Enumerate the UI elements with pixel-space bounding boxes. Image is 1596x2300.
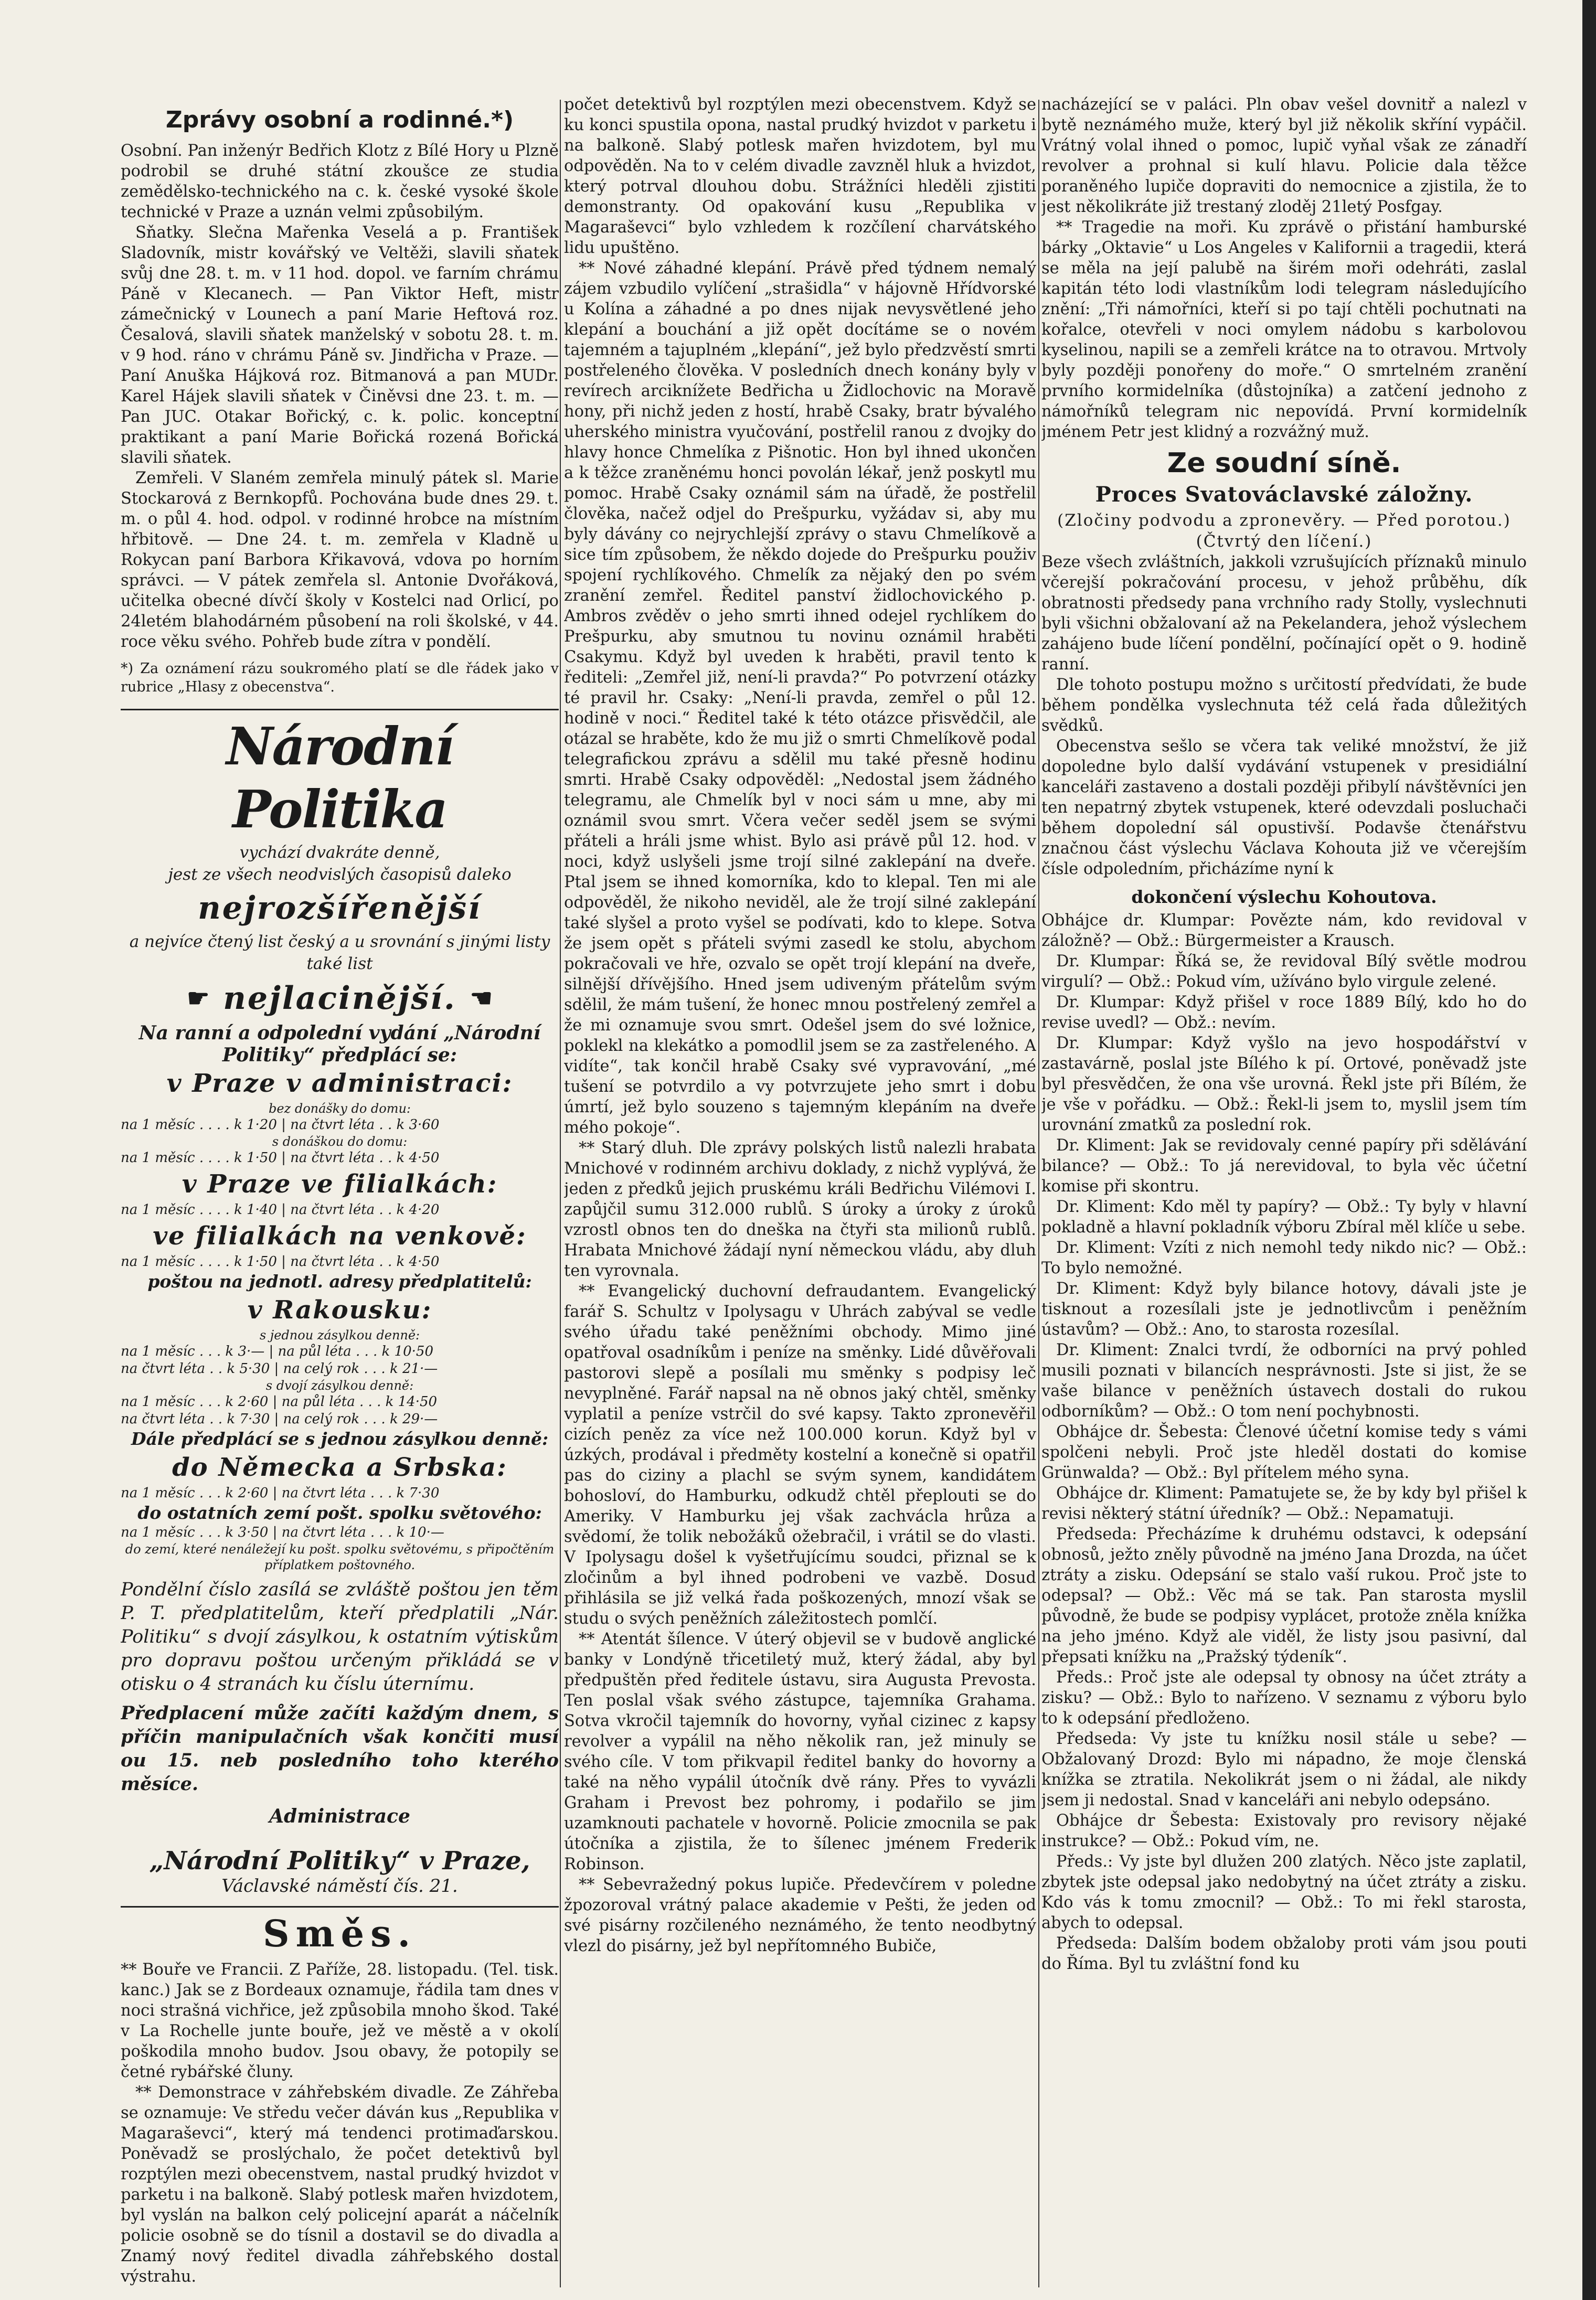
dialogue-line: Obhájce dr. Kliment: Pamatujete se, že by kdy byl přišel k revisi některý státní úředník? — Obž.: Nepamatuji. [1041, 1484, 1527, 1523]
pointing-hand-icon: ☚ [470, 984, 493, 1013]
price-row: na 1 měsíc . . . . k 1·50 | na čtvrt léta . . k 4·50 [121, 1254, 440, 1270]
price-row: na 1 měsíc . . . k 3·— | na půl léta . . . k 10·50 [121, 1344, 433, 1359]
ad-admin-name: „Národní Politiky“ v Praze, [149, 1846, 530, 1876]
price-row: na 1 měsíc . . . k 3·50 | na čtvrt léta . . . k 10·— [121, 1525, 444, 1540]
ad-subhead: ve filialkách na venkově: [153, 1221, 527, 1251]
column-3 [1041, 94, 1527, 2287]
column-2 [564, 94, 1036, 2287]
section-title-personal-news: Zprávy osobní a rodinné.*) [165, 107, 514, 133]
dialogue-line: Předseda: Dalším bodem obžaloby proti vám jsou pouti do Říma. Byl tu zvláštní fond ku [1041, 1934, 1527, 1973]
article-paragraph: ** Nové záhadné klepání. Právě před týdnem nemalý zájem vzbudilo vylíčení „strašidla“ v hájovně Hřídvorské u Kolína a záhadné a po dnes nijak nevysvětlené jeho klepání a bouchání a již opět docítáme se o novém tajemném a tajuplném „klepání“, jež bylo předzvěstí smrti postřeleného člověka. V posledních dnech konány byly v revírech arciknížete Bedřicha u Židlochovic na Moravě hony, při nichž jeden z hostí, hrabě Csaky, bratr bývalého uherského ministra vyučování, postřelil ranou z dvojky do hlavy honce Chmelíka z Pišnotic. Hon byl ihned ukončen a k těžce zraněnému honci povolán lékař, jenž poskytl mu pomoc. Hrabě Csaky oznámil sám na úřadě, že postřelil člověka, načež odjel do Prešpurku, vyžádav si, aby mu byly dávány co nejrychlejší zprávy o stavu Chmelíkově a sice tím způsobem, že někdo dojede do Prešpurku použiv spojení rychlíkového. Chmelík za nějaký den po svém zranění zemřel. Ředitel panství židlochovického p. Ambros zvěděv o jeho smrti ihned odejel rychlíkem do Prešpurku, aby smutnou tu novinu oznámil hraběti Csakymu. Když byl uveden k hraběti, pravil tento k řediteli: „Zemřel již, není-li pravda?“ Po potvrzení otázky té pravil hr. Csaky: „Není-li pravda, zemřel o půl 12. hodině v noci.“ Ředitel také k této otázce přisvědčil, ale otázal se hraběte, kdo že mu již o smrti Chmelíkově podal telegrafickou zprávu a sdělil mu také přesně hodinu smrti. Hrabě Csaky odpověděl: „Nedostal jsem žádného telegramu, ale Chmelík byl v noci sám u mne, aby mi oznámil svou smrt. Včera večer seděl jsem se svými přáteli a hráli jsme whist. Bylo asi právě půl 12. hod. v noci, když uslyšeli jsme trojí silné zaklepání na dveře. Ptal jsem se ihned komorníka, kdo to klepal. Ten mi ale odpověděl, že nikoho neviděl, ale že trojí silné zaklepání také slyšel a proto vyšel se podívati, kdo to klepe. Sotva že jsem opět s přáteli svými zasedl ke stolu, abychom pokračovali ve hře, ozvalo se opět trojí klepání na dveře, silnější dřívějšího. Hned jsem udiveným přátelům svým sdělil, že mám tušení, že honec mnou postřelený zemřel a že mi oznamuje svou smrt. Odešel jsem do své ložnice, poklekl na klekátko a pomodlil jsem se za zastřeleného. A vidíte“, tak končil hrabě Csaky své vypravování, „mé tušení se potvrdilo a vy potvrzujete jeho smrt i dobu úmrtí, jež bylo souzeno s tajemným klepáním na dveře mého pokoje“. [564, 259, 1036, 1137]
ad-subhead: poštou na jednotl. adresy předplatitelů: [147, 1271, 532, 1292]
ad-headline: nejrozšířenější [198, 890, 482, 927]
article-paragraph: ** Tragedie na moři. Ku zprávě o přistání hamburské bárky „Oktavie“ u Los Angeles v Kalifornii a tragedii, která se měla na její palubě na širém moři odehráti, zaslal kapitán této lodi vlastníkům lodi telegram následujícího znění: „Tři námořníci, kteří si po tají chtěli pochutnati na kořalce, otevřeli v noci omylem nádobu s karbolovou kyselinou, napili se a zemřeli krátce na to otravou. Mrtvoly byly později ponořeny do moře.“ O smrtelném zranění prvního kormidelníka (důstojníka) a zatčení jednoho z námořníků telegram nic nepovídá. První kormidelník jménem Petr jest klidný a rozvážný muž. [1041, 218, 1527, 441]
dialogue-line: Předs.: Proč jste ale odepsal ty obnosy na účet ztráty a zisku? — Obž.: Bylo to nařízeno. V seznamu z výboru bylo to k odepsání předloženo. [1041, 1668, 1527, 1728]
article-paragraph: ** Sebevražedný pokus lupiče. Předevčírem v poledne žpozoroval vrátný palace akademie v Pešti, že jeden od své pisárny rozčileného neznámého, že tento neodbytný vlezl do pisárny, jež byl nepřítomného Bubiče, [564, 1876, 1036, 1955]
ad-subhead: do ostatních zemí pošt. spolku světového: [137, 1503, 542, 1523]
price-note: s donáškou do domu: [272, 1134, 408, 1149]
price-row: na 1 měsíc . . . . k 1·40 | na čtvrt léta . . k 4·20 [121, 1202, 440, 1218]
price-note: bez donášky do domu: [268, 1101, 411, 1116]
article-paragraph: Zemřeli. V Slaném zemřela minulý pátek sl. Marie Stockarová z Bernkopfů. Pochována bude dnes 29. t. m. o půl 4. hod. odpol. v rodinné hrobce na místním hřbitově. — Dne 24. t. m. zemřela v Kladně u Rokycan paní Barbora Křikavová, vdova po horním správci. — V pátek zemřela sl. Antonie Dvořáková, učitelka obecné dívčí školy v Kostelci nad Orlicí, po 24letém blahodárném působení na roli školské, v 44. roce věku svého. Pohřeb bude zítra v pondělí. [121, 469, 559, 651]
ad-text: a nejvíce čtený list český a u srovnání s jinými listy také list [129, 932, 550, 973]
dialogue-line: Dr. Kliment: Když byly bilance hotovy, dávali jste je tisknout a rozesílali jste je jednotlivcům i peněžním ústavům? — Obž.: Ano, to starosta rozesílal. [1041, 1280, 1527, 1339]
article-paragraph: ** Bouře ve Francii. Z Paříže, 28. listopadu. (Tel. tisk. kanc.) Jak se z Bordeaux oznamuje, řádila tam dnes v noci strašná vichřice, jež způsobila mnoho škod. Také v La Rochelle junte bouře, jež ve městě a v okolí poškodila mnoho budov. Jsou obavy, že potopily se četné rybářské čluny. [121, 1961, 559, 2081]
article-paragraph: Obecenstva sešlo se včera tak veliké množství, že již dopoledne bylo další vydávání vstupenek v presidiální kanceláři zastaveno a dostali později přibylí návštěvníci jen ten nepatrný zbytek vstupenek, které odevzdali posluchači během dopolední sál opustivší. Podavše čtenářstvu značnou část výslechu Václava Kohouta již ve včerejším čísle odpoledním, přicházíme nyní k [1041, 737, 1527, 878]
price-note: s jednou zásylkou denně: [259, 1328, 420, 1343]
ad-monday-note: Pondělní číslo zasílá se zvláště poštou jen těm P. T. předplatitelům, kteří předplatili „Nár. Politiku“ s dvojí zásylkou, k ostatním výtiskům pro dopravu poštou určeným přikládá se v otisku o 4 stranách ku číslu úternímu. [121, 1579, 559, 1695]
subscription-advert [121, 709, 559, 1908]
dialogue-line: Obhájce dr. Šebesta: Členové účetní komise tedy s vámi spolčeni nebyli. Proč jste hleděl dostati do komise Grünwalda? — Obž.: Byl přítelem mého syna. [1041, 1423, 1527, 1482]
column-rule [1038, 100, 1039, 2287]
ad-subhead: v Rakousku: [247, 1295, 432, 1325]
article-paragraph: ** Starý dluh. Dle zprávy polských listů nalezli hrabata Mnichové v rodinném archivu doklady, z nichž vyplývá, že jeden z předků jejich pruskému králi Bedřichu Vilémovi I. zapůjčil sumu 312.000 rublů. S úroky a úroky z úroků vzrostl obnos ten do dneška na čtyři sta milionů rublů. Hrabata Mnichové žádají nyní německou vládu, aby dluh ten vyrovnala. [564, 1139, 1036, 1280]
dialogue-line: Dr. Kliment: Jak se revidovaly cenné papíry při sdělávání bilance? — Obž.: To já nerevidoval, to byla věc účetní komise při skontru. [1041, 1136, 1527, 1196]
ad-subhead: v Praze v administraci: [166, 1069, 513, 1098]
ad-text: Na ranní a odpolední vydání „Národní Politiky“ předplácí se: [139, 1022, 541, 1066]
footnote: *) Za oznámení rázu soukromého platí se dle řádek jako v rubrice „Hlasy z obecenstva“. [121, 661, 559, 695]
ad-text: jest ze všech neodvislých časopisů daleko [168, 865, 512, 884]
dialogue-line: Dr. Klumpar: Když přišel v roce 1889 Bílý, kdo ho do revise uvedl? — Obž.: nevím. [1041, 993, 1527, 1032]
ad-headline: nejlacinější. [223, 980, 456, 1017]
ad-admin-label: Administrace [269, 1805, 410, 1827]
price-row: na 1 měsíc . . . k 2·60 | na půl léta . . . k 14·50 [121, 1394, 438, 1410]
article-paragraph: Sňatky. Slečna Mařenka Veselá a p. František Sladovník, mistr kovářský ve Veltěži, slavili sňatek svůj dne 28. t. m. v 11 hod. dopol. ve farním chrámu Páně v Klecanech. — Pan Viktor Heft, mistr zámečnický v Lounech a paní Marie Heftová roz. Česalová, slavili sňatek manželský v sobotu 28. t. m. v 9 hod. ráno v chrámu Páně sv. Jindřicha v Praze. — Paní Anuška Hájková roz. Bitmanová a pan MUDr. Karel Hájek slavili sňatek v Činěvsi dne 23. t. m. — Pan JUC. Otakar Bořický, c. k. polic. konceptní praktikant a paní Marie Bořická rozená Bořická slavili sňatek. [121, 223, 559, 467]
article-paragraph: ** Demonstrace v záhřebském divadle. Ze Záhřeba se oznamuje: Ve středu večer dáván kus „Republika v Magaraševci“, který má tendenci protimaďarskou. Poněvadž se proslýchalo, že počet detektivů byl rozptýlen mezi obecenstvem, nastal prudký hvizdot v parketu i na balkoně. Slabý potlesk mařen hvizdotem, byl vyslán na balkon celý policejní aparát a náčelník policie osobně se do tísnil a dostavil se do divadla a Znamý nový ředitel divadla záhřebského dostal výstrahu. [121, 2083, 559, 2286]
ad-subhead: Dále předplácí se s jednou zásylkou denně: [131, 1429, 549, 1449]
trial-subtitle: (Zločiny podvodu a zpronevěry. — Před porotou.) [1057, 511, 1511, 530]
price-note: s dvojí zásylkou denně: [265, 1378, 414, 1393]
trial-title: Proces Svatováclavské záložny. [1095, 482, 1473, 507]
dialogue-line: Předs.: Vy jste byl dlužen 200 zlatých. Něco jste zaplatil, zbytek jste odepsal jako nedobytný na účet ztráty a zisku. Kdo vás k tomu zmocnil? — Obž.: To mi řekl starosta, abych to odepsal. [1041, 1852, 1527, 1932]
price-row: na 1 měsíc . . . . k 1·20 | na čtvrt léta . . k 3·60 [121, 1117, 440, 1133]
dialogue-line: Dr. Klumpar: Když vyšlo na jevo hospodářství v zastavárně, poslal jste Bílého k pí. Ortové, poněvadž jste byl přesvědčen, že ona vše urovná. Řekl jste při Bílém, že je vše v pořádku. — Obž.: Řekl-li jsem to, myslil jsem tím urovnání zmatků za poslední rok. [1041, 1034, 1527, 1134]
ad-title: Národní Politika [226, 717, 454, 840]
dialogue-line: Obhájce dr. Klumpar: Povězte nám, kdo revidoval v záložně? — Obž.: Bürgermeister a Krausch. [1041, 911, 1527, 950]
article-paragraph: Dle tohoto postupu možno s určitostí předvídati, že bude během pondělka vyslechnuta též celá řada důležitých svědků. [1041, 676, 1527, 735]
dialogue-line: Předseda: Přecházíme k druhému odstavci, k odepsání obnosů, ježto zněly původně na jméno Jana Drozda, na účet ztráty a zisku. Odepsání se stalo vaší rukou. Proč jste to odepsal? — Obž.: Věc má se tak. Pan starosta myslil původně, že bude se podpisy vyplácet, protože zněla knížka na jeho jméno. Když ale viděl, že listy jsou pasivní, dal přepsati knížku na „Pražský týdeník“. [1041, 1525, 1527, 1666]
article-paragraph: ** Evangelický duchovní defraudantem. Evangelický farář S. Schultz v Ipolysagu v Uhrách zabýval se vedle svého úřadu také peněžními obchody. Mimo jiné opatřoval osadníkům i peníze na směnky. Lidé důvěřovali pastorovi slepě a posílali mu směnky s podpisy leč nevyplněné. Farář napsal na ně obnos jaký chtěl, směnky vyplatil a peníze vstrčil do své kapsy. Takto zpronevěřil cizích peněz za více než 100.000 korun. Když byl v úzkých, prodával i předměty kostelní a konečně si opatřil pas do ciziny a plachl se svým synem, kandidátem bohosloví, do Hamburku, odkudž chtěl přeplouti se do Ameriky. V Hamburku jej však zachvácla hrůza a svědomí, že tolik nebožáků ožebračil, i vrátil se do vlasti. V Ipolysagu došel k vyšetřujícímu soudci, přiznal se k zločinům a byl ihned podrobeni ve vazbě. Dosud přihlásila se již velká řada poškozených, mnozí však se studu o svých peněžních záležitostech pomlčí. [564, 1282, 1036, 1628]
ad-admin-address: Václavské náměstí čís. 21. [221, 1876, 458, 1897]
dialogue-line: Dr. Kliment: Vzíti z nich nemohl tedy nikdo nic? — Obž.: To bylo nemožné. [1041, 1239, 1527, 1277]
price-row: na 1 měsíc . . . k 2·60 | na čtvrt léta . . . k 7·30 [121, 1485, 440, 1501]
section-title-court: Ze soudní síně. [1167, 448, 1401, 479]
article-paragraph: Osobní. Pan inženýr Bedřich Klotz z Bílé Hory u Plzně podrobil se druhé státní zkoušce ze studia zemědělsko-technického na c. k. české vysoké škole technické v Praze a uznán velmi způsobilým. [121, 142, 559, 221]
article-paragraph: počet detektivů byl rozptýlen mezi obecenstvem. Když se ku konci spustila opona, nastal prudký hvizdot v parketu i na balkoně. Slabý potlesk mařen hvizdotem, byl mu odpověděn. Na to v celém divadle zavzněl hluk a hvizdot, který potrval dlouhou dobu. Strážníci hleděli zjistiti demonstranty. Od opakování kusu „Republika v Magaraševci“ bylo vzhledem k rozčílení charvátského lidu upuštěno. [564, 95, 1036, 257]
dialogue-line: Dr. Klumpar: Říká se, že revidoval Bílý světle modrou virgulí? — Obž.: Pokud vím, užíváno bylo virgule zelené. [1041, 952, 1527, 991]
page-edge-shadow [1582, 0, 1596, 2300]
price-row: na čtvrt léta . . k 7·30 | na celý rok . . . k 29·— [121, 1411, 438, 1427]
article-paragraph: nacházející se v paláci. Pln obav vešel dovnitř a nalezl v bytě neznámého muže, který byl již několik skříní vypáčil. Vrátný volal ihned o pomoc, lupič vyňal však ze zánadří revolver a prohnal si kulí hlavu. Policie dala těžce poraněného lupiče dopraviti do nemocnice a zjistila, že to jest několikráte již trestaný zloděj 21letý Posfgay. [1041, 95, 1527, 216]
price-note: do zemí, které nenáležejí ku pošt. spolku světovému, s připočtěním příplatkem poštovného. [125, 1542, 555, 1572]
dialogue-line: Předseda: Vy jste tu knížku nosil stále u sebe? — Obžalovaný Drozd: Bylo mi nápadno, že moje členská knížka se ztratila. Nekolikrát jsem o ni žádal, ale nikdy jsem ji nedostal. Snad v kanceláři ani nebylo odepsáno. [1041, 1730, 1527, 1809]
pointing-hand-icon: ☛ [187, 984, 210, 1013]
trial-day: (Čtvrtý den líčení.) [1196, 532, 1372, 551]
price-row: na 1 měsíc . . . . k 1·50 | na čtvrt léta . . k 4·50 [121, 1150, 440, 1166]
ad-subscription-note: Předplacení může začíti každým dnem, s příčin manipulačních však končiti musí ou 15. neb posledního toho kterého měsíce. [121, 1702, 559, 1795]
dialogue-line: Dr. Kliment: Kdo měl ty papíry? — Obž.: Ty byly v hlavní pokladně a hlavní pokladník výboru Zbíral měl klíče u sebe. [1041, 1198, 1527, 1237]
article-paragraph: ** Atentát šílence. V úterý objevil se v budově anglické banky v Londýně třicetiletý muž, který žádal, aby byl předpuštěn před ředitele ústavu, sira Augusta Prevosta. Ten poslal však svého zástupce, tajemníka Grahama. Sotva vkročil tajemník do hovorny, vyňal cizinec z kapsy revolver a vypálil na něho několik ran, jež minuly se svého cíle. V tom přikvapil ředitel banky do hovorny a také na něho vypálil útočník dvě rány. Přes to vyvázli Graham i Prevost bez pohromy, i podařilo se jim uzamknouti pachatele v hovorně. Policie zmocnila se pak útočníka a zjistila, že to šílenec jménem Frederik Robinson. [564, 1630, 1036, 1873]
column-rule [560, 100, 561, 2287]
article-paragraph: Beze všech zvláštních, jakkoli vzrušujících příznaků minulo včerejší pokračování procesu, v jehož průběhu, dík obratnosti předsedy pana vrchního rady Stolly, vyslechnuti byli všichni obžalovaní až na Pekelandera, jehož výslechem zahájeno bude líčení pondělní, počínající opět o 9. hodině ranní. [1041, 553, 1527, 674]
conclusion-title: dokončení výslechu Kohoutova. [1131, 887, 1437, 907]
ad-text: vychází dvakráte denně, [239, 843, 440, 862]
dialogue-line: Obhájce dr Šebesta: Existovaly pro revisory nějaké instrukce? — Obž.: Pokud vím, ne. [1041, 1812, 1527, 1850]
ad-cheapest-row [121, 978, 559, 1019]
ad-subhead: do Německa a Srbska: [172, 1453, 507, 1482]
price-row: na čtvrt léta . . k 5·30 | na celý rok . . . k 21·— [121, 1361, 438, 1377]
column-1 [121, 94, 559, 2287]
section-title-miscellany: Směs. [263, 1912, 417, 1955]
dialogue-line: Dr. Kliment: Znalci tvrdí, že odborníci na prvý pohled musili poznati v bilancích nesprávnosti. Jste si jist, že se vaše bilance v peněžních ústavech dostali do rukou odborníkům? — Obž.: O tom není pochybnosti. [1041, 1341, 1527, 1421]
ad-subhead: v Praze ve filialkách: [182, 1169, 498, 1199]
